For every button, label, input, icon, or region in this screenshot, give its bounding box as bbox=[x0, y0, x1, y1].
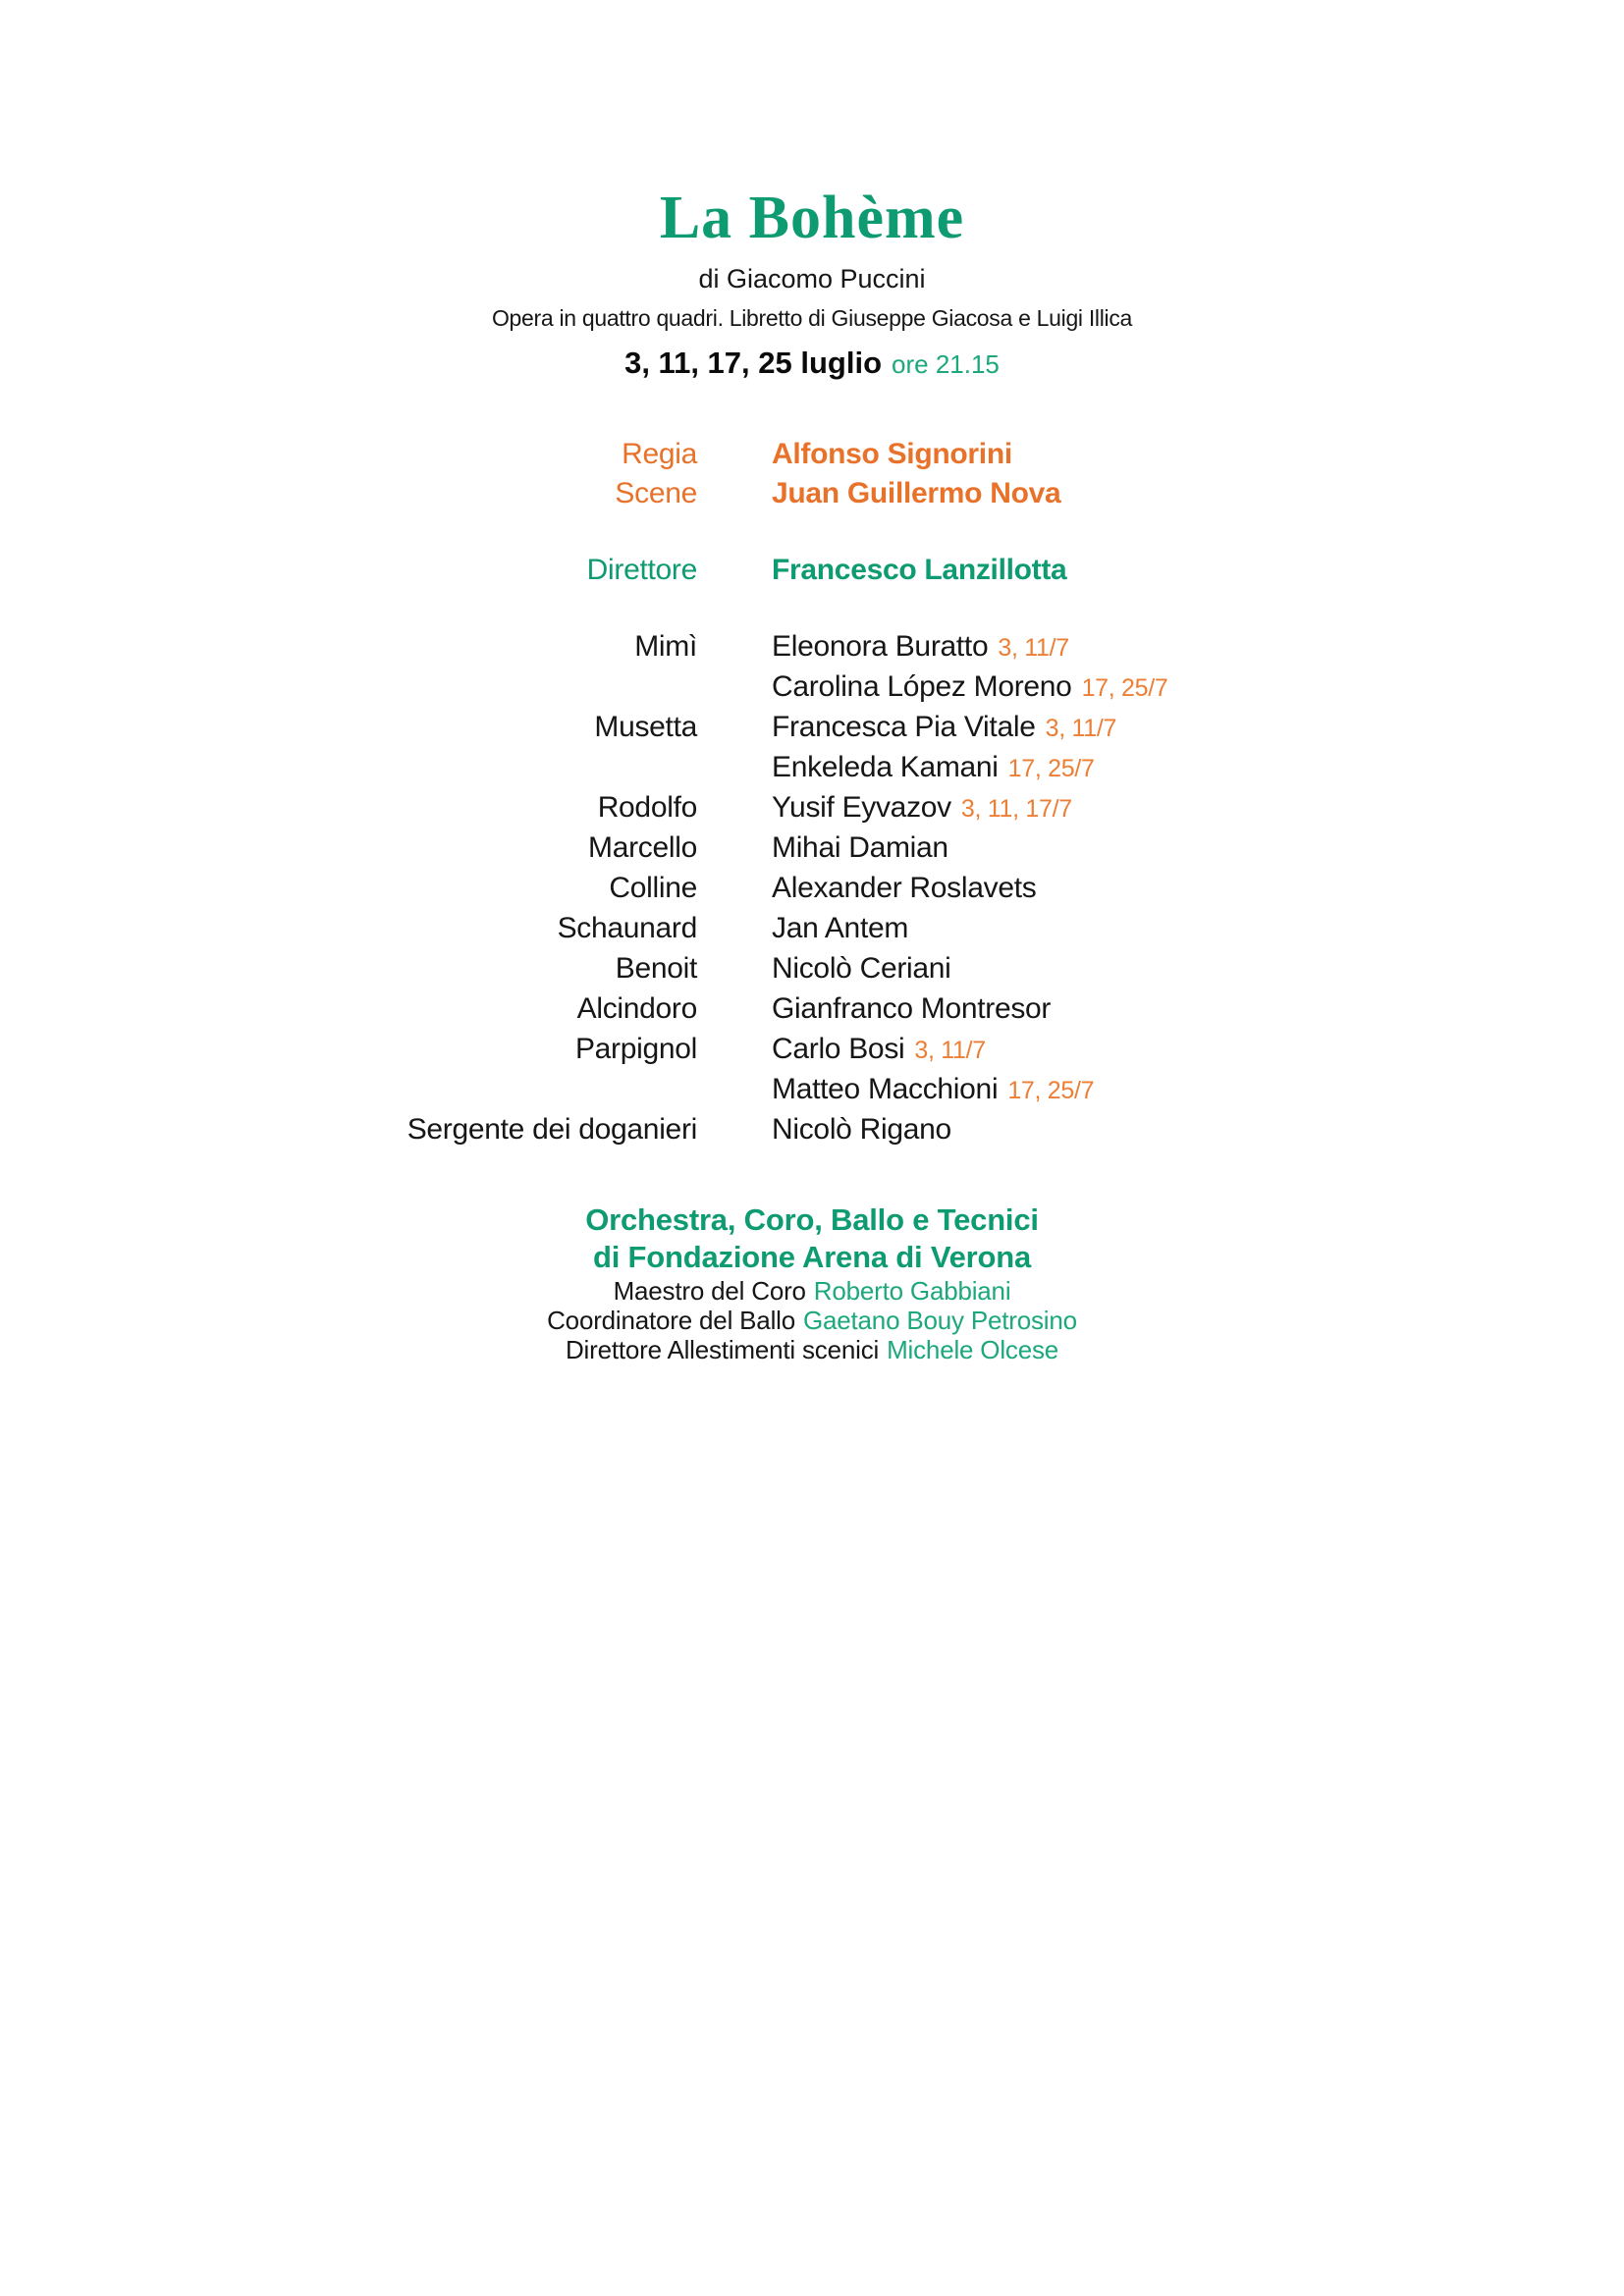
credit-name: Francesco Lanzillotta bbox=[772, 554, 1067, 586]
staff-line-coro bbox=[0, 1276, 1624, 1306]
staff-label: Coordinatore del Ballo bbox=[547, 1306, 795, 1335]
cast-row bbox=[0, 1030, 1624, 1070]
staff-name: Michele Olcese bbox=[887, 1335, 1059, 1364]
cast-role: Rodolfo bbox=[597, 791, 697, 824]
cast-row bbox=[0, 667, 1624, 708]
performer-name: Nicolò Ceriani bbox=[772, 952, 951, 985]
cast-section bbox=[0, 627, 1624, 1150]
cast-role: Musetta bbox=[594, 711, 697, 743]
staff-line-ballo bbox=[0, 1306, 1624, 1335]
cast-name-cell bbox=[772, 909, 908, 949]
performance-dates-tag: 3, 11/7 bbox=[998, 634, 1069, 662]
staff-name: Gaetano Bouy Petrosino bbox=[802, 1306, 1077, 1335]
performance-dates-tag: 17, 25/7 bbox=[1081, 674, 1168, 702]
credit-row-regia bbox=[0, 435, 1624, 474]
cast-role: Parpignol bbox=[574, 1033, 697, 1065]
performer-name: Yusif Eyvazov bbox=[772, 791, 951, 824]
cast-name-cell bbox=[772, 828, 948, 869]
cast-role: Mimì bbox=[634, 630, 697, 663]
performer-name: Nicolò Rigano bbox=[772, 1113, 951, 1146]
footer-heading-line2: di Fondazione Arena di Verona bbox=[592, 1240, 1032, 1274]
cast-name-cell bbox=[772, 949, 951, 989]
date-line bbox=[0, 344, 1624, 384]
performer-name: Gianfranco Montresor bbox=[772, 992, 1052, 1025]
cast-role: Colline bbox=[609, 872, 697, 904]
cast-row bbox=[0, 708, 1624, 748]
credit-name: Juan Guillermo Nova bbox=[772, 477, 1061, 509]
cast-name-cell bbox=[772, 748, 1095, 788]
cast-name-cell bbox=[772, 1030, 986, 1070]
cast-name-cell bbox=[772, 788, 1072, 828]
staff-label: Direttore Allestimenti scenici bbox=[565, 1335, 880, 1364]
performer-name: Jan Antem bbox=[772, 912, 909, 944]
cast-role: Schaunard bbox=[557, 912, 697, 944]
performer-name: Eleonora Buratto bbox=[772, 630, 989, 663]
cast-row bbox=[0, 788, 1624, 828]
cast-row bbox=[0, 869, 1624, 909]
staff-line-allestimenti bbox=[0, 1335, 1624, 1364]
credit-row-scene bbox=[0, 474, 1624, 513]
cast-name-cell bbox=[772, 1110, 951, 1150]
cast-name-cell bbox=[772, 627, 1069, 667]
cast-row bbox=[0, 989, 1624, 1030]
cast-role: Alcindoro bbox=[576, 992, 697, 1025]
composer-line: di Giacomo Puccini bbox=[698, 264, 926, 294]
performer-name: Carolina López Moreno bbox=[772, 670, 1072, 703]
performer-name: Mihai Damian bbox=[772, 831, 948, 864]
staff-name: Roberto Gabbiani bbox=[813, 1276, 1011, 1306]
cast-role: Marcello bbox=[588, 831, 697, 864]
header bbox=[0, 183, 1624, 384]
performer-name: Carlo Bosi bbox=[772, 1033, 905, 1065]
cast-name-cell bbox=[772, 869, 1036, 909]
performer-name: Enkeleda Kamani bbox=[772, 751, 999, 783]
credit-role: Direttore bbox=[586, 554, 697, 586]
performer-name: Matteo Macchioni bbox=[772, 1073, 999, 1105]
cast-row bbox=[0, 949, 1624, 989]
staff-label: Maestro del Coro bbox=[613, 1276, 806, 1306]
performance-dates-tag: 3, 11/7 bbox=[914, 1037, 986, 1064]
performance-dates-tag: 3, 11/7 bbox=[1045, 715, 1117, 742]
cast-row bbox=[0, 1070, 1624, 1110]
credits-section bbox=[0, 435, 1624, 590]
cast-row bbox=[0, 748, 1624, 788]
cast-name-cell bbox=[772, 667, 1168, 708]
cast-name-cell bbox=[772, 989, 1051, 1030]
credit-row-direttore bbox=[0, 551, 1624, 590]
performance-dates: 3, 11, 17, 25 luglio bbox=[624, 346, 883, 380]
performance-dates-tag: 3, 11, 17/7 bbox=[960, 795, 1072, 823]
cast-role: Benoit bbox=[615, 952, 697, 985]
footer-section bbox=[0, 1201, 1624, 1364]
performance-dates-tag: 17, 25/7 bbox=[1007, 1077, 1095, 1104]
credit-name: Alfonso Signorini bbox=[772, 438, 1012, 470]
performance-time: ore 21.15 bbox=[892, 349, 1000, 379]
performer-name: Francesca Pia Vitale bbox=[772, 711, 1036, 743]
libretto-line: Opera in quattro quadri. Libretto di Giuseppe Giacosa e Luigi Illica bbox=[491, 305, 1133, 331]
cast-role: Sergente dei doganieri bbox=[406, 1113, 697, 1146]
cast-name-cell bbox=[772, 708, 1116, 748]
footer-heading-line1: Orchestra, Coro, Ballo e Tecnici bbox=[585, 1202, 1039, 1237]
cast-row bbox=[0, 909, 1624, 949]
credit-role: Scene bbox=[615, 477, 697, 509]
cast-row bbox=[0, 1110, 1624, 1150]
credit-role: Regia bbox=[622, 438, 697, 470]
cast-row bbox=[0, 828, 1624, 869]
cast-row bbox=[0, 627, 1624, 667]
page-title: La Bohème bbox=[659, 185, 965, 251]
performance-dates-tag: 17, 25/7 bbox=[1007, 755, 1095, 782]
cast-name-cell bbox=[772, 1070, 1094, 1110]
performer-name: Alexander Roslavets bbox=[772, 872, 1037, 904]
